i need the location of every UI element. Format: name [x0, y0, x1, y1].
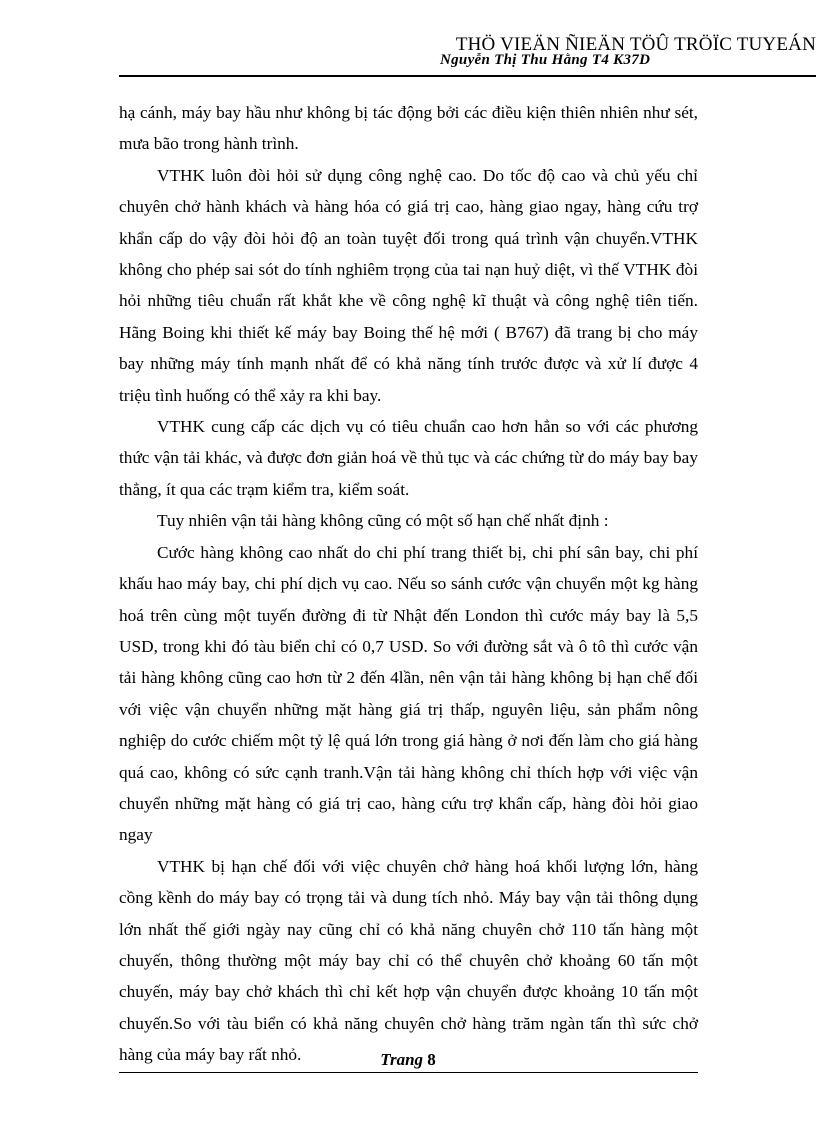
- body-paragraph: VTHK bị hạn chế đối với việc chuyên chở hàng hoá khối lượng lớn, hàng cồng kềnh do máy bay có trọng tải và dung tích nhỏ. Máy bay vận tải thông dụng lớn nhất thế giới ngày nay cũng chỉ có khả năng chuyên chở 110 tấn hàng một chuyến, thông thường một máy bay chỉ có thể chuyên chở khoảng 60 tấn một chuyến, máy bay chở khách thì chỉ kết hợp vận chuyển được khoảng 10 tấn một chuyến.So với tàu biển có khả năng chuyên chở hàng trăm ngàn tấn thì sức chở hàng của máy bay rất nhỏ.: [119, 856, 698, 1065]
- body-paragraph: Tuy nhiên vận tải hàng không cũng có một số hạn chế nhất định :: [157, 511, 609, 531]
- body-paragraph: VTHK cung cấp các dịch vụ có tiêu chuẩn cao hơn hẳn so với các phương thức vận tải khác, và được đơn giản hoá về thủ tục và các chứng từ do máy bay bay thẳng, ít qua các trạm kiểm tra, kiểm soát.: [119, 417, 698, 499]
- page-number-value: 8: [427, 1050, 436, 1069]
- body-paragraph: VTHK luôn đòi hỏi sử dụng công nghệ cao. Do tốc độ cao và chủ yếu chỉ chuyên chở hành khách và hàng hóa có giá trị cao, hàng giao ngay, hàng cứu trợ khẩn cấp do vậy đòi hỏi độ an toàn tuyệt đối trong quá trình vận chuyển.VTHK không cho phép sai sót do tính nghiêm trọng của tai nạn huỷ diệt, vì thế VTHK đòi hỏi những tiêu chuẩn rất khắt khe về công nghệ kĩ thuật và công nghệ tiên tiến. Hãng Boing khi thiết kế máy bay Boing thế hệ mới ( B767) đã trang bị cho máy bay những máy tính mạnh nhất để có khả năng tính trước được và xử lí được 4 triệu tình huống có thể xảy ra khi bay.: [119, 165, 698, 405]
- body-paragraph: Cước hàng không cao nhất do chi phí trang thiết bị, chi phí sân bay, chi phí khấu hao máy bay, chi phí dịch vụ cao. Nếu so sánh cước vận chuyển một kg hàng hoá trên cùng một tuyến đường đi từ Nhật đến London thì cước máy bay là 5,5 USD, trong khi đó tàu biển chỉ có 0,7 USD. So với đường sắt và ô tô thì cước vận tải hàng không cũng cao hơn từ 2 đến 4lần, nên vận tải hàng không bị hạn chế đối với việc vận chuyển những mặt hàng giá trị thấp, nguyên liệu, sản phẩm nông nghiệp do cước chiếm một tỷ lệ quá lớn trong giá hàng ở nơi đến làm cho giá hàng quá cao, không có sức cạnh tranh.Vận tải hàng không chỉ thích hợp với việc vận chuyển những mặt hàng có giá trị cao, hàng cứu trợ khẩn cấp, hàng đòi hỏi giao ngay: [119, 542, 698, 845]
- page-number: [0, 1050, 816, 1070]
- header-divider: [119, 75, 816, 77]
- footer-divider: [119, 1072, 698, 1073]
- header-site-title: THÖ VIEÄN ÑIEÄN TÖÛ TRÖÏC TUYEÁN: [455, 34, 816, 55]
- document-body: [119, 97, 698, 1071]
- header-author-course: Nguyễn Thị Thu Hằng T4 K37D: [440, 52, 651, 68]
- page-label: Trang: [380, 1050, 424, 1069]
- body-paragraph: hạ cánh, máy bay hầu như không bị tác động bởi các điều kiện thiên nhiên như sét, mưa bão trong hành trình.: [119, 103, 698, 154]
